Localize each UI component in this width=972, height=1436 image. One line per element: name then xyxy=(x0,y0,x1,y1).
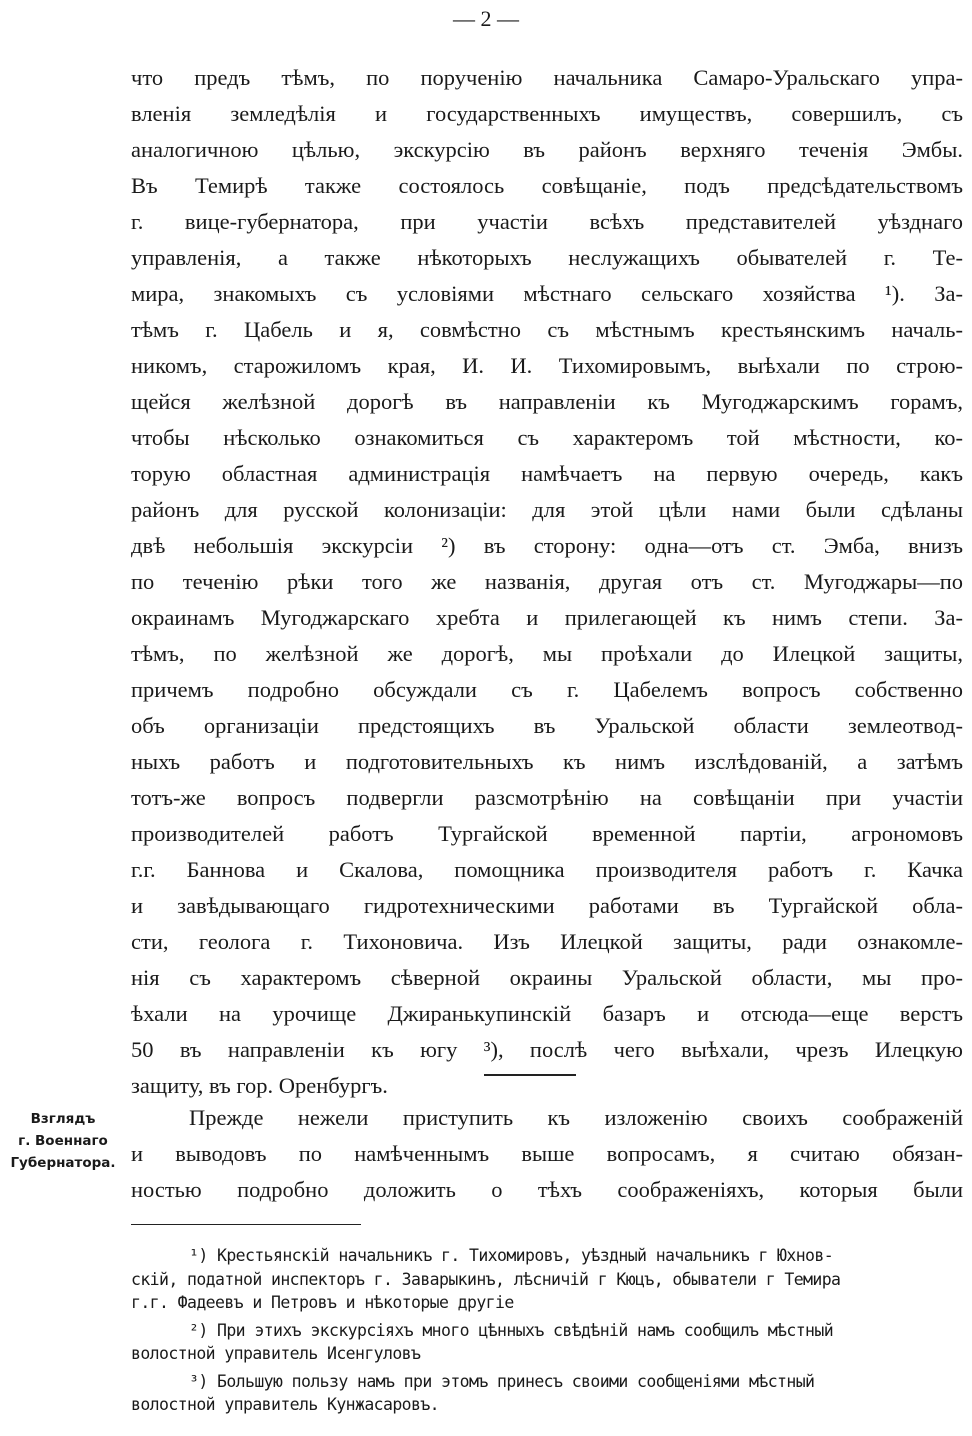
footnote-line: ³) Большую пользу намъ при этомъ принесъ своими сообщеніями мѣстный xyxy=(189,1371,815,1391)
text-line: сти, геолога г. Тихоновича. Изъ Илецкой защиты, ради ознакомле- xyxy=(131,929,963,954)
text-line: тотъ-же вопросъ подвергли разсмотрѣнію на совѣщаніи при участіи xyxy=(131,785,963,810)
section-divider xyxy=(484,1074,576,1076)
text-line: г.г. Баннова и Скалова, помощника производителя работъ г. Качка xyxy=(131,857,963,882)
footnote-line: волостной управитель Исенгуловъ xyxy=(131,1344,421,1363)
text-line: чтобы нѣсколько ознакомиться съ характеромъ той мѣстности, ко- xyxy=(131,425,963,450)
page-number: — 2 — xyxy=(453,6,519,31)
text-line: по теченію рѣки того же названія, другая отъ ст. Мугоджары—по xyxy=(131,569,963,594)
text-line: щейся желѣзной дорогѣ въ направленіи къ Мугоджарскимъ горамъ, xyxy=(131,389,963,414)
text-line: ностью подробно доложить о тѣхъ соображеніяхъ, которыя были xyxy=(131,1177,963,1202)
text-line: тѣмъ, по желѣзной же дорогѣ, мы проѣхали до Илецкой защиты, xyxy=(131,641,963,666)
footnote-2 xyxy=(131,1319,963,1366)
text-line: что предъ тѣмъ, по порученію начальника Самаро-Уральскаго упра- xyxy=(131,65,963,90)
footnote-3 xyxy=(131,1370,963,1417)
text-line: Прежде нежели приступить къ изложенію своихъ соображеній xyxy=(189,1105,963,1130)
text-line: г. вице-губернатора, при участіи всѣхъ представителей уѣзднаго xyxy=(131,209,963,234)
footnote-line: ¹) Крестьянскій начальникъ г. Тихомировъ, уѣздный начальникъ г Юхнов- xyxy=(189,1246,834,1265)
text-line: районъ для русской колонизаціи: для этой цѣли нами были сдѣланы xyxy=(131,497,963,522)
margin-note-line: г. Военнаго xyxy=(18,1133,108,1149)
text-line: вленія земледѣлія и государственныхъ имуществъ, совершилъ, съ xyxy=(131,101,963,126)
main-paragraph xyxy=(131,60,963,1104)
text-line: Въ Темирѣ также состоялось совѣщаніе, подъ предсѣдательствомъ xyxy=(131,173,963,198)
text-line: мира, знакомыхъ съ условіями мѣстнаго сельскаго хозяйства ¹). За- xyxy=(131,281,963,306)
margin-note-line: Взглядъ xyxy=(30,1111,96,1127)
footnote-divider xyxy=(131,1224,361,1225)
text-line: двѣ небольшія экскурсіи ²) въ сторону: одна—отъ ст. Эмба, внизъ xyxy=(131,533,963,558)
margin-note xyxy=(4,1108,122,1174)
text-line: ѣхали на урочище Джиранькупинскій базаръ и отсюда—еще верстъ xyxy=(131,1001,963,1026)
footnote-line: ²) При этихъ экскурсіяхъ много цѣнныхъ свѣдѣній намъ сообщилъ мѣстный xyxy=(189,1320,834,1340)
footnote-line: г.г. Фадеевъ и Петровъ и нѣкоторые другіе xyxy=(131,1293,514,1312)
second-paragraph xyxy=(131,1100,963,1208)
text-line: тѣмъ г. Цабель и я, совмѣстно съ мѣстнымъ крестьянскимъ началь- xyxy=(131,317,963,342)
text-line: ныхъ работъ и подготовительныхъ къ нимъ изслѣдованій, а затѣмъ xyxy=(131,749,963,774)
text-line: и завѣдывающаго гидротехническими работами въ Тургайской обла- xyxy=(131,893,963,918)
footnote-1 xyxy=(131,1244,963,1315)
footnote-line: скій, податной инспекторъ г. Заварыкинъ, лѣсничій г Кюцъ, обыватели г Темира xyxy=(131,1269,841,1289)
text-line: окраинамъ Мугоджарскаго хребта и прилегающей къ нимъ степи. За- xyxy=(131,605,963,630)
footnotes xyxy=(131,1244,963,1417)
text-line: защиту, въ гор. Оренбургъ. xyxy=(131,1073,388,1098)
text-line: аналогичною цѣлью, экскурсію въ районъ верхняго теченія Эмбы. xyxy=(131,137,963,162)
text-line: 50 въ направленіи къ югу ³), послѣ чего выѣхали, чрезъ Илецкую xyxy=(131,1037,963,1062)
text-line: и выводовъ по намѣченнымъ выше вопросамъ, я считаю обязан- xyxy=(131,1141,963,1166)
text-line: нія съ характеромъ сѣверной окраины Уральской области, мы про- xyxy=(131,965,963,990)
text-line: никомъ, старожиломъ края, И. И. Тихомировымъ, выѣхали по строю- xyxy=(131,353,963,378)
text-line: производителей работъ Тургайской временной партіи, агрономовъ xyxy=(131,821,963,846)
text-line: причемъ подробно обсуждали съ г. Цабелемъ вопросъ собственно xyxy=(131,677,963,702)
margin-note-line: Губернатора. xyxy=(10,1155,116,1171)
text-line: торую областная администрація намѣчаетъ на первую очередь, какъ xyxy=(131,461,963,486)
text-line: объ организаціи предстоящихъ въ Уральской области землеотвод- xyxy=(131,713,963,738)
text-line: управленія, а также нѣкоторыхъ неслужащихъ обывателей г. Те- xyxy=(131,245,963,270)
footnote-line: волостной управитель Кунжасаровъ. xyxy=(131,1395,440,1414)
